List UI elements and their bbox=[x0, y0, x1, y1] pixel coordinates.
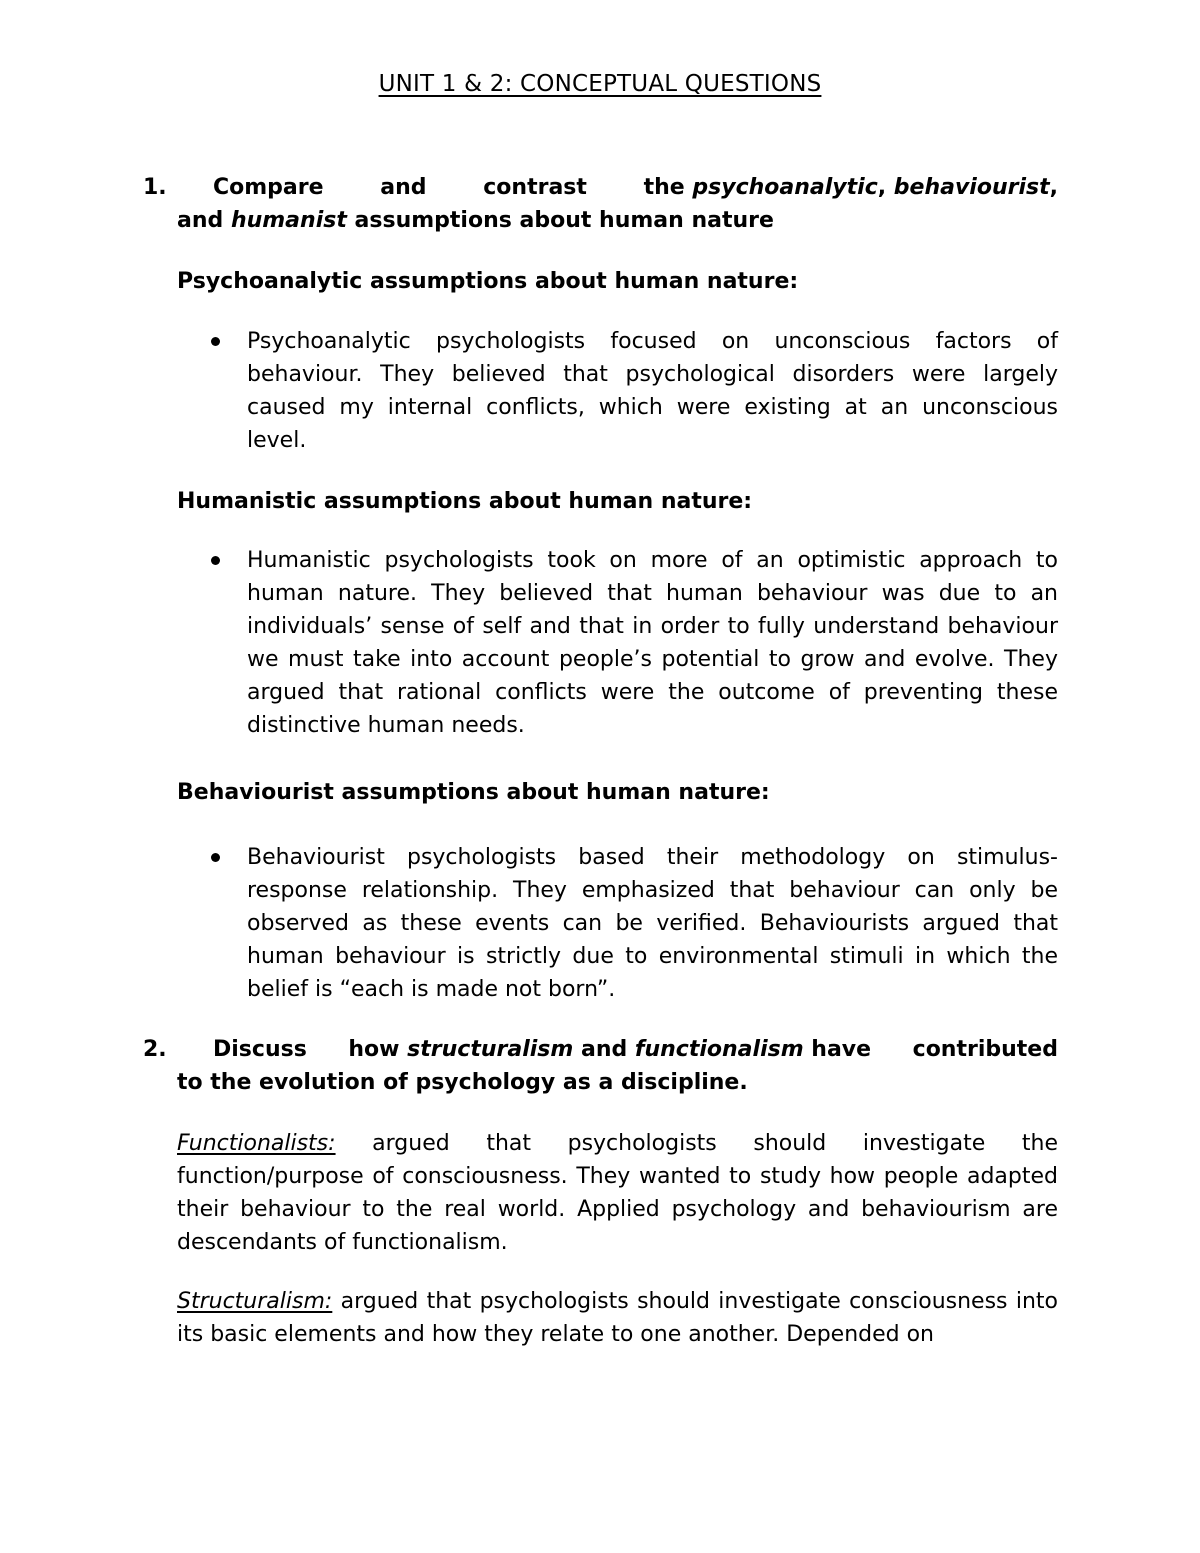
q1-term-humanist: humanist bbox=[230, 208, 347, 233]
q1-word-and: and bbox=[380, 175, 427, 200]
question-1-line-2 bbox=[177, 204, 1058, 237]
functionalists-paragraph bbox=[177, 1127, 1058, 1259]
q2-word-discuss: Discuss bbox=[213, 1037, 307, 1062]
structuralism-text: argued that psychologists should investigate consciousness into its basic elements and how they relate to one another. Depended on bbox=[177, 1289, 1058, 1347]
q1-comma-2: , bbox=[1049, 175, 1058, 200]
humanistic-heading: Humanistic assumptions about human nature: bbox=[177, 489, 753, 514]
psychoanalytic-heading: Psychoanalytic assumptions about human nature: bbox=[177, 269, 799, 294]
q2-terms bbox=[348, 1033, 871, 1066]
q1-term-psychoanalytic: psychoanalytic bbox=[692, 175, 878, 200]
question-1-text bbox=[177, 171, 1058, 237]
q1-word-the: the bbox=[643, 175, 685, 200]
behaviourist-bullet: Behaviourist psychologists based their methodology on stimulus-response relationship. They emphasized that behaviour can only be observed as these events can be verified. Behaviourists argued that human behaviour is strictly due to environmental stimuli in which the belief is “each is made not born”. bbox=[247, 845, 1058, 1002]
bullet-icon bbox=[211, 337, 220, 346]
question-2-number: 2. bbox=[143, 1037, 167, 1062]
q2-word-contributed: contributed bbox=[912, 1037, 1058, 1062]
q1-word-compare: Compare bbox=[213, 175, 324, 200]
q2-word-and: and bbox=[580, 1037, 628, 1062]
q1-comma-1: , bbox=[877, 175, 887, 200]
structuralism-paragraph bbox=[177, 1285, 1058, 1351]
question-1-line-1 bbox=[213, 171, 1058, 204]
functionalists-term: Functionalists: bbox=[177, 1131, 336, 1156]
bullet-icon bbox=[211, 853, 220, 862]
q1-line2-and: and bbox=[177, 208, 224, 233]
q1-terms bbox=[644, 171, 1058, 204]
structuralism-term: Structuralism: bbox=[177, 1289, 333, 1314]
bullet-icon bbox=[211, 556, 220, 565]
functionalists-text: argued that psychologists should investigate the function/purpose of consciousness. They wanted to study how people adapted their behaviour to the real world. Applied psychology and behaviourism are descendants of functionalism. bbox=[177, 1131, 1058, 1255]
question-2-line-2: to the evolution of psychology as a discipline. bbox=[177, 1070, 748, 1095]
document-title: UNIT 1 & 2: CONCEPTUAL QUESTIONS bbox=[378, 71, 822, 97]
humanistic-bullet: Humanistic psychologists took on more of an optimistic approach to human nature. They believed that human behaviour was due to an individuals’ sense of self and that in order to fully understand behaviour we must take into account people’s potential to grow and evolve. They argued that rational conflicts were the outcome of preventing these distinctive human needs. bbox=[247, 548, 1058, 738]
q2-term-functionalism: functionalism bbox=[634, 1037, 804, 1062]
question-2-text bbox=[177, 1033, 1058, 1099]
q1-word-contrast: contrast bbox=[483, 175, 587, 200]
question-2-line-1 bbox=[213, 1033, 1058, 1066]
q1-term-behaviourist: behaviourist bbox=[893, 175, 1050, 200]
behaviourist-heading: Behaviourist assumptions about human nature: bbox=[177, 780, 770, 805]
q1-line2-rest: assumptions about human nature bbox=[354, 208, 774, 233]
question-1-number: 1. bbox=[143, 175, 167, 200]
q2-word-have: have bbox=[811, 1037, 872, 1062]
q2-word-how: how bbox=[348, 1037, 400, 1062]
psychoanalytic-bullet: Psychoanalytic psychologists focused on unconscious factors of behaviour. They believed that psychological disorders were largely caused my internal conflicts, which were existing at an unconscious level. bbox=[247, 329, 1058, 453]
q2-term-structuralism: structuralism bbox=[407, 1037, 574, 1062]
